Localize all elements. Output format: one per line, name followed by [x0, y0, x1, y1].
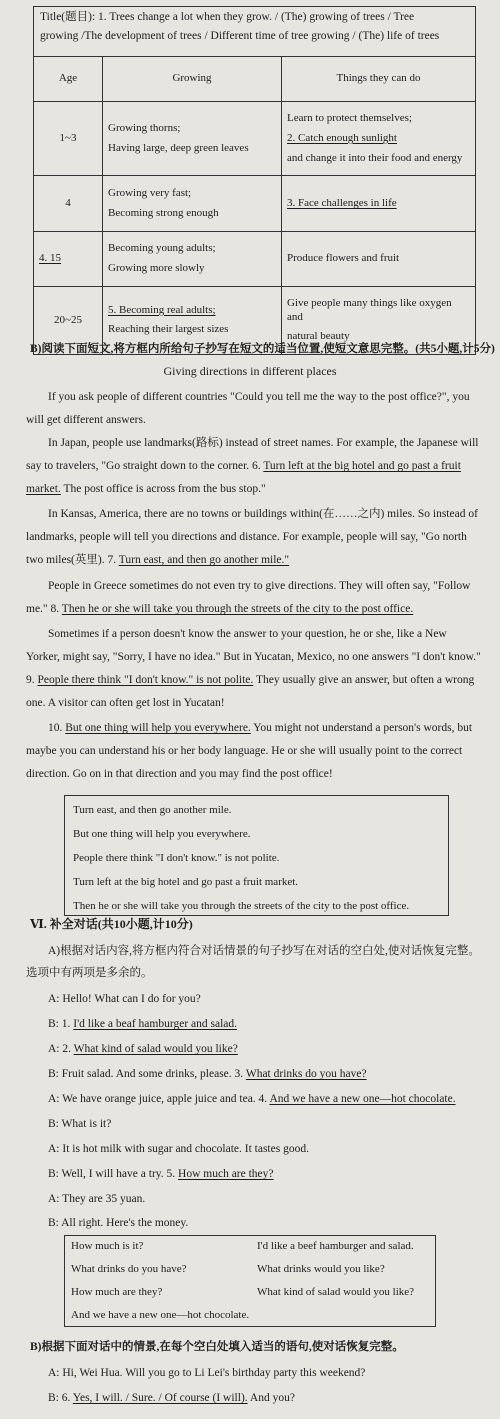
things-cell: Learn to protect themselves; 2. Catch enough sunlight and change it into their food and energy — [282, 102, 476, 176]
paragraph-5: Sometimes if a person doesn't know the answer to your question, he or she, like a New Yorker, might say, "Sorry, I have no idea." But in Yucatan, Mexico, no one answers "I don't know." 9. People there think "I don't know." is not polite. They usually give an answer, but often a wrong one. A visitor can often get lost in Yucatan! — [26, 628, 481, 709]
dialogue-answer-5: How much are they? — [178, 1168, 274, 1180]
option-item: What drinks would you like? — [257, 1263, 385, 1275]
answer-2: 2. Catch enough sunlight — [287, 131, 397, 144]
table-row — [34, 102, 476, 176]
options-box-2 — [64, 1235, 436, 1327]
dialogue-line: A: It is hot milk with sugar and chocolate. It tastes good. — [48, 1143, 309, 1155]
things-cell: Give people many things like oxygen and natural beauty — [282, 286, 476, 354]
table-row — [34, 176, 476, 232]
section-6-title: Ⅵ. 补全对话(共10小题,计10分) — [30, 917, 193, 931]
growing-cell: Growing thorns; Having large, deep green leaves — [103, 102, 282, 176]
answer-8: Then he or she will take you through the streets of the city to the post office. — [61, 603, 414, 615]
title-line-1: Title(题目): 1. Trees change a lot when they grow. / (The) growing of trees / Tree — [40, 11, 415, 23]
option-item: What drinks do you have? — [71, 1263, 187, 1275]
options-box-1 — [64, 795, 449, 916]
things-cell: Produce flowers and fruit — [282, 232, 476, 287]
dialogue-line: B: 6. Yes, I will. / Sure. / Of course (I will). And you? — [48, 1392, 295, 1404]
dialogue-line: A: 2. What kind of salad would you like? — [48, 1043, 238, 1055]
header-age: Age — [34, 57, 103, 102]
section-b-instructions: B)阅读下面短文,将方框内所给句子抄写在短文的适当位置,使短文意思完整。(共5小题,计5分) — [30, 343, 495, 355]
table-row — [34, 232, 476, 287]
dialogue-answer-2: What kind of salad would you like? — [73, 1043, 238, 1055]
tree-growing-table — [33, 56, 476, 355]
option-item: How much is it? — [71, 1240, 144, 1252]
things-cell — [282, 176, 476, 232]
paragraph-1: If you ask people of different countries "Could you tell me the way to the post office?", you will get different answers. — [26, 391, 470, 426]
option-item: Turn east, and then go another mile. — [73, 804, 232, 816]
dialogue-line: B: All right. Here's the money. — [48, 1217, 189, 1229]
dialogue-line: B: 1. I'd like a beaf hamburger and salad. — [48, 1018, 238, 1030]
dialogue-answer-4: And we have a new one—hot chocolate. — [269, 1093, 456, 1105]
dialogue-answer-6: Yes, I will. / Sure. / Of course (I will). — [72, 1392, 248, 1404]
table-header-row — [34, 57, 476, 102]
option-item: But one thing will help you everywhere. — [73, 828, 251, 840]
answer-4: 4. 15 — [39, 252, 61, 265]
dialogue-line: A: Hi, Wei Hua. Will you go to Li Lei's birthday party this weekend? — [48, 1367, 366, 1379]
answer-5: 5. Becoming real adults; — [108, 303, 216, 316]
answer-3: 3. Face challenges in life — [287, 196, 397, 209]
section-b2-instructions: B)根据下面对话中的情景,在每个空白处填入适当的语句,使对话恢复完整。 — [30, 1341, 404, 1353]
dialogue-line: B: What is it? — [48, 1118, 112, 1130]
header-growing: Growing — [103, 57, 282, 102]
header-things: Things they can do — [282, 57, 476, 102]
dialogue-answer-1: I'd like a beaf hamburger and salad. — [73, 1018, 238, 1030]
answer-9: People there think "I don't know." is not polite. — [37, 674, 254, 686]
paragraph-6: 10. But one thing will help you everywhere. You might not understand a person's words, but maybe you can understand his or her body language. He or she will usually point to the correct direction. Go on in that direction and you may find the post office! — [26, 722, 473, 780]
passage-title: Giving directions in different places — [163, 364, 337, 378]
section-6-instructions: A)根据对话内容,将方框内符合对话情景的句子抄写在对话的空白处,使对话恢复完整。选项中有两项是多余的。 — [26, 945, 480, 979]
dialogue-line: B: Well, I will have a try. 5. How much are they? — [48, 1168, 274, 1180]
option-item: People there think "I don't know." is not polite. — [73, 852, 280, 864]
growing-cell: Becoming young adults; Growing more slowly — [103, 232, 282, 287]
answer-6: Turn left at the big hotel and go past a fruit market. — [26, 460, 461, 495]
title-answer-box — [33, 6, 476, 56]
dialogue-line: A: We have orange juice, apple juice and tea. 4. And we have a new one—hot chocolate. — [48, 1093, 456, 1105]
growing-cell: 5. Becoming real adults; Reaching their largest sizes — [103, 286, 282, 354]
growing-cell: Growing very fast; Becoming strong enough — [103, 176, 282, 232]
option-item: And we have a new one—hot chocolate. — [71, 1309, 250, 1321]
answer-7: Turn east, and then go another mile." — [118, 554, 290, 566]
answer-10: But one thing will help you everywhere. — [65, 722, 251, 734]
option-item: How much are they? — [71, 1286, 163, 1298]
option-item: Then he or she will take you through the streets of the city to the post office. — [73, 900, 410, 912]
title-line-2: growing /The development of trees / Different time of tree growing / (The) life of trees — [40, 30, 440, 43]
option-item: I'd like a beef hamburger and salad. — [257, 1240, 414, 1252]
paragraph-3: In Kansas, America, there are no towns or buildings within(在……之内) miles. So instead of landmarks, people will tell you directions and distance. For example, people will say, "Go north two miles(英里). 7. Turn east, and then go another mile." — [26, 508, 478, 566]
dialogue-line: A: They are 35 yuan. — [48, 1193, 146, 1205]
option-item: What kind of salad would you like? — [257, 1286, 415, 1298]
age-cell: 1~3 — [34, 102, 103, 176]
option-item: Turn left at the big hotel and go past a fruit market. — [73, 876, 299, 888]
age-cell — [34, 232, 103, 287]
age-cell: 4 — [34, 176, 103, 232]
paragraph-4: People in Greece sometimes do not even try to give directions. They will often say, "Follow me." 8. Then he or she will take you through the streets of the city to the post office. — [26, 580, 471, 615]
dialogue-answer-3: What drinks do you have? — [245, 1068, 367, 1080]
dialogue-line: B: Fruit salad. And some drinks, please. 3. What drinks do you have? — [48, 1068, 367, 1080]
paragraph-2: In Japan, people use landmarks(路标) instead of street names. For example, the Japanese will say to travelers, "Go straight down to the corner. 6. Turn left at the big hotel and go past a fruit market. The post office is across from the bus stop." — [26, 437, 479, 495]
dialogue-line: A: Hello! What can I do for you? — [48, 993, 201, 1005]
age-cell: 20~25 — [34, 286, 103, 354]
